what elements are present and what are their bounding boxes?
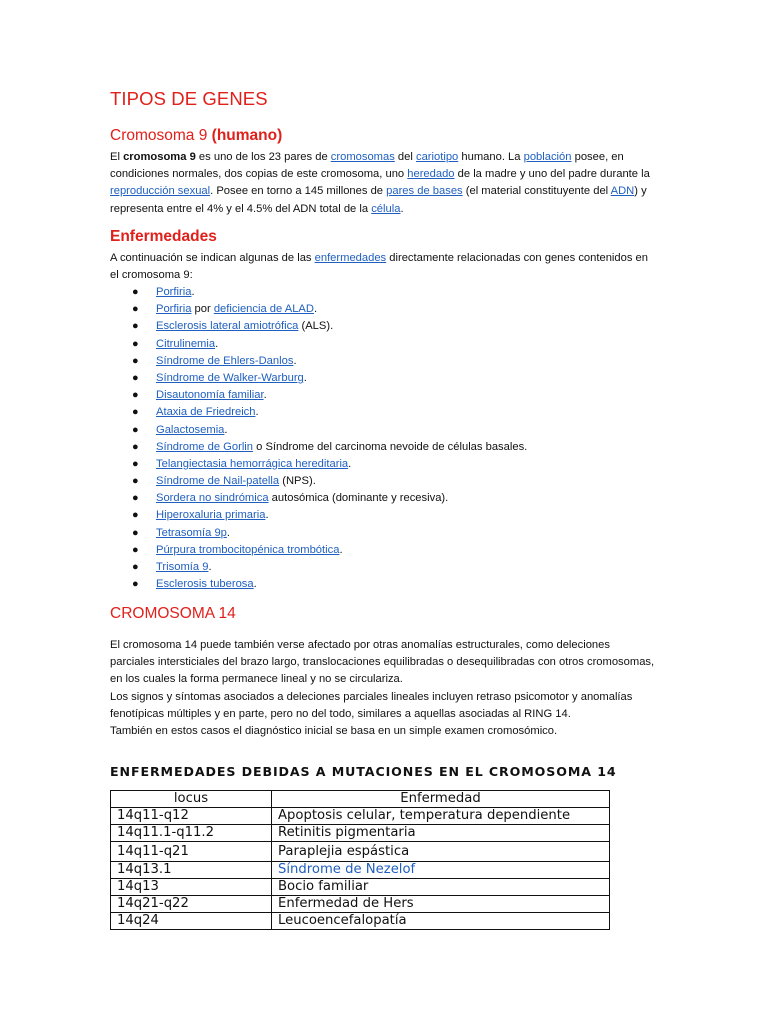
list-item-text: . (191, 286, 195, 298)
disease-link[interactable]: Hiperoxaluria primaria (156, 509, 266, 522)
disease-cell: Retinitis pigmentaria (272, 825, 610, 842)
locus-cell: 14q21-q22 (111, 896, 272, 913)
list-item-text: . (255, 406, 259, 419)
bullet-icon: ● (132, 389, 139, 402)
intro-text: de la madre y uno del padre durante la (454, 168, 650, 181)
list-item-text: . (208, 561, 212, 573)
disease-link[interactable]: Disautonomía familiar (156, 389, 264, 402)
diseases-intro-after: directamente relacionadas con genes contenidos en el cromosoma 9: (110, 252, 648, 282)
disease-link[interactable]: Telangiectasia hemorrágica hereditaria (156, 457, 349, 470)
bullet-icon: ● (132, 475, 139, 488)
disease-link[interactable]: deficiencia de ALAD (213, 303, 314, 316)
bullet-icon: ● (132, 526, 139, 539)
list-item-text: . (293, 354, 297, 367)
bullet-icon: ● (132, 303, 139, 316)
disease-link[interactable]: Sordera no sindrómica (156, 492, 269, 505)
bullet-icon: ● (132, 320, 139, 333)
chromosome9-heading-bold: (humano) (211, 127, 283, 144)
column-header-locus: locus (111, 791, 272, 808)
bullet-icon: ● (132, 543, 139, 556)
list-item-text: . (224, 423, 228, 436)
list-item-text: (ALS). (298, 320, 334, 333)
disease-cell: Apoptosis celular, temperatura dependiente (272, 808, 610, 825)
disease-link[interactable]: Porfiria (156, 303, 192, 316)
list-item-text: . (339, 543, 343, 556)
list-item (110, 404, 527, 421)
disease-link[interactable]: Tetrasomía 9p (156, 526, 227, 539)
list-item (110, 387, 527, 404)
disease-link[interactable]: Esclerosis lateral amiotrófica (156, 320, 299, 333)
list-item-text: . (263, 389, 267, 402)
disease-link[interactable]: Trisomía 9 (156, 561, 209, 573)
bullet-icon: ● (132, 457, 139, 470)
diseases-heading (110, 228, 217, 246)
disease-link[interactable]: Porfiria (156, 286, 192, 298)
list-item (110, 336, 527, 353)
list-item-text: (NPS). (279, 475, 316, 488)
intro-link[interactable]: pares de bases (386, 185, 463, 198)
bullet-icon: ● (132, 354, 139, 367)
disease-cell: Leucoencefalopatía (272, 913, 610, 930)
intro-text: . Posee en torno a 145 millones de (210, 185, 387, 198)
disease-link[interactable]: Síndrome de Ehlers-Danlos (156, 354, 294, 367)
list-item (110, 284, 527, 301)
locus-cell: 14q13.1 (111, 862, 272, 879)
bullet-icon: ● (132, 492, 139, 505)
locus-cell: 14q11-q12 (111, 808, 272, 825)
chromosome14-heading (110, 605, 236, 623)
bullet-icon: ● (132, 423, 139, 436)
intro-text: es uno de los 23 pares de (195, 151, 331, 163)
intro-text: posee, en condiciones normales, dos copias de este cromosoma, uno (110, 151, 624, 181)
table-row (111, 913, 610, 930)
list-item (110, 353, 527, 370)
list-item (110, 507, 527, 524)
chromosome14-heading-text: CROMOSO (110, 605, 192, 622)
chromosome14-text (110, 637, 655, 740)
locus-cell: 14q11-q21 (111, 842, 272, 862)
intro-text: (el material constituyente del (462, 185, 611, 198)
table-row (111, 842, 610, 862)
disease-link[interactable]: Púrpura trombocitopénica trombótica (156, 543, 340, 556)
disease-list (110, 284, 527, 593)
disease-link[interactable]: Esclerosis tuberosa (156, 578, 254, 591)
disease-cell: Enfermedad de Hers (272, 896, 610, 913)
table-row (111, 825, 610, 842)
chromosome14-paragraph-2: Los signos y síntomas asociados a deleciones parciales lineales incluyen retraso psicomotor y anomalías fenotípicas múltiples y en parte, pero no del todo, similares a aquellas asociadas al RING 14. (110, 690, 633, 720)
disease-link[interactable]: Síndrome de Nezelof (278, 862, 416, 877)
list-item (110, 439, 527, 456)
bullet-icon: ● (132, 286, 139, 298)
intro-text: del (394, 151, 416, 163)
disease-link[interactable]: Galactosemia (156, 423, 225, 436)
bullet-icon: ● (132, 578, 139, 591)
list-item-text: por (191, 303, 214, 316)
bullet-icon: ● (132, 371, 139, 384)
chromosome9-heading-initial: C (110, 127, 122, 144)
disease-cell (272, 862, 610, 879)
bullet-icon: ● (132, 509, 139, 522)
bullet-icon: ● (132, 561, 139, 573)
chromosome14-paragraph-3: También en estos casos el diagnóstico inicial se basa en un simple examen cromosómico. (110, 725, 558, 738)
locus-cell: 14q11.1-q11.2 (111, 825, 272, 842)
disease-link[interactable]: Citrulinemia (156, 337, 216, 350)
column-header-enfermedad: Enfermedad (272, 791, 610, 808)
list-item-text: . (313, 303, 318, 316)
list-item (110, 318, 527, 335)
intro-link[interactable]: célula (371, 202, 401, 215)
table-row (111, 879, 610, 896)
intro-link[interactable]: cariotipo (415, 151, 459, 163)
disease-link[interactable]: Síndrome de Nail-patella (156, 475, 280, 488)
list-item-text: o Síndrome del carcinoma nevoide de células basales. (253, 440, 528, 453)
enfermedades-link[interactable]: enfermedades (314, 252, 387, 264)
intro-text: ) y representa entre el 4% y el 4.5% del ADN total de la (110, 185, 647, 215)
bullet-icon: ● (132, 406, 139, 419)
intro-bold-text: cromosoma 9 (123, 151, 196, 163)
bullet-icon: ● (132, 440, 139, 453)
mutations-table-title: ENFERMEDADES DEBIDAS A MUTACIONES EN EL CROMOSOMA 14 (110, 764, 617, 779)
intro-text: humano. La (458, 151, 524, 163)
list-item (110, 490, 527, 507)
disease-cell: Paraplejia espástica (272, 842, 610, 862)
list-item (110, 542, 527, 559)
intro-link[interactable]: ADN (610, 185, 635, 198)
intro-link[interactable]: cromosomas (330, 151, 395, 163)
chromosome9-heading (110, 127, 282, 145)
list-item-text: . (303, 371, 307, 384)
bullet-icon: ● (132, 337, 139, 350)
list-item-text: . (265, 509, 269, 522)
disease-link[interactable]: Síndrome de Walker-Warburg (156, 371, 304, 384)
chromosome9-intro (110, 149, 655, 218)
list-item-text: . (215, 337, 219, 350)
diseases-intro (110, 250, 655, 284)
intro-link[interactable]: población (523, 151, 572, 163)
list-item (110, 370, 527, 387)
disease-link[interactable]: Ataxia de Friedreich (156, 406, 256, 419)
list-item-text: . (226, 526, 230, 539)
intro-text: El (110, 151, 124, 163)
chromosome14-paragraph-1: El cromosoma 14 puede también verse afectado por otras anomalías estructurales, como deleciones parciales intersticiales del brazo largo, translocaciones equilibradas o desequilibradas con otros cromosomas, en los cuales la forma permanece lineal y no se circulariza. (110, 639, 655, 686)
locus-cell: 14q24 (111, 913, 272, 930)
chromosome14-heading-tail: MA 14 (191, 605, 236, 622)
page-title: TIPOS DE GENES (110, 88, 268, 109)
table-row (111, 862, 610, 879)
intro-text: . (400, 202, 404, 215)
list-item (110, 456, 527, 473)
list-item (110, 576, 527, 593)
diseases-heading-text: Enfermedades (110, 228, 217, 245)
disease-link[interactable]: Síndrome de Gorlin (156, 440, 254, 453)
table-row (111, 808, 610, 825)
diseases-intro-before: A continuación se indican algunas de las (110, 252, 315, 264)
intro-link[interactable]: reproducción sexual (110, 185, 211, 198)
list-item-text: . (253, 578, 257, 591)
table-row (111, 896, 610, 913)
list-item (110, 473, 527, 490)
list-item (110, 525, 527, 542)
list-item (110, 422, 527, 439)
list-item (110, 559, 527, 576)
table-header-row (111, 791, 610, 808)
list-item-text: autosómica (dominante y recesiva). (268, 492, 449, 505)
disease-cell: Bocio familiar (272, 879, 610, 896)
list-item (110, 301, 527, 318)
list-item-text: . (348, 457, 352, 470)
intro-link[interactable]: heredado (407, 168, 455, 181)
mutations-table (110, 790, 610, 930)
locus-cell: 14q13 (111, 879, 272, 896)
chromosome9-intro-text (110, 149, 655, 218)
chromosome9-heading-text: romosoma 9 (121, 127, 208, 144)
